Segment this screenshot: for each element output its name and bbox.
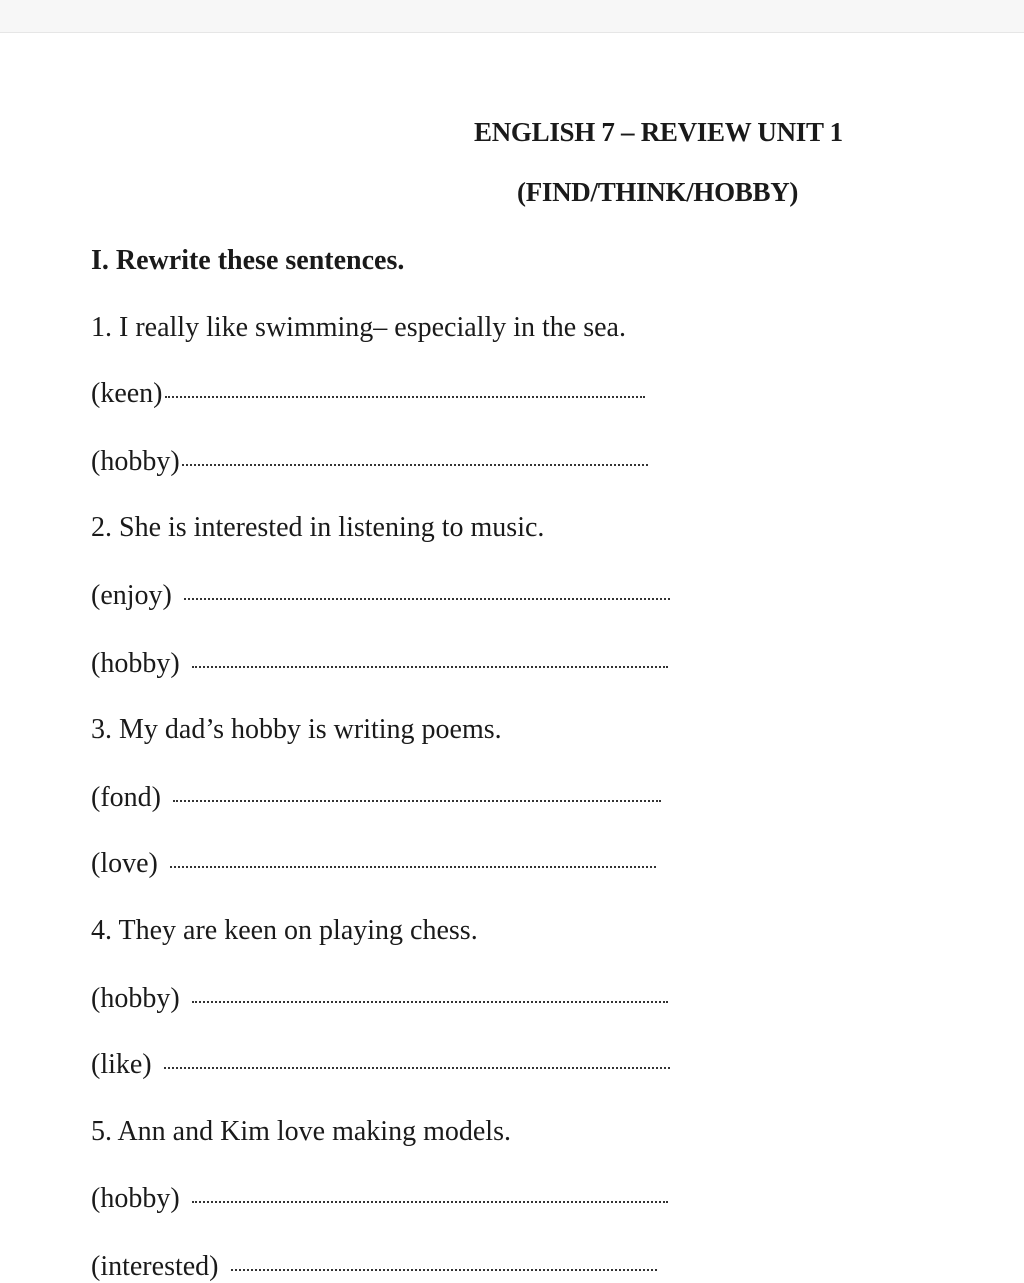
cue-like: (like) — [91, 1049, 152, 1080]
question-2-answer-1[interactable] — [91, 580, 670, 612]
question-5-prompt: 5. Ann and Kim love making models. — [91, 1116, 511, 1147]
cue-hobby: (hobby) — [91, 1183, 180, 1214]
question-2-prompt: 2. She is interested in listening to music. — [91, 512, 545, 543]
cue-love: (love) — [91, 848, 158, 879]
question-1-answer-2[interactable] — [91, 446, 648, 478]
question-3-answer-1[interactable] — [91, 782, 661, 814]
page-title: ENGLISH 7 – REVIEW UNIT 1 — [474, 117, 843, 147]
viewer-top-bar — [0, 0, 1024, 33]
answer-blank[interactable] — [182, 460, 648, 466]
answer-blank[interactable] — [173, 796, 661, 802]
cue-interested: (interested) — [91, 1251, 219, 1282]
question-5-answer-1[interactable] — [91, 1183, 668, 1215]
cue-keen: (keen) — [91, 378, 163, 409]
question-2-answer-2[interactable] — [91, 648, 668, 680]
answer-blank[interactable] — [192, 997, 668, 1003]
cue-hobby: (hobby) — [91, 648, 180, 679]
question-3-prompt: 3. My dad’s hobby is writing poems. — [91, 714, 502, 745]
answer-blank[interactable] — [165, 392, 645, 398]
answer-blank[interactable] — [184, 594, 670, 600]
answer-blank[interactable] — [164, 1063, 670, 1069]
answer-blank[interactable] — [192, 662, 668, 668]
answer-blank[interactable] — [192, 1197, 668, 1203]
cue-enjoy: (enjoy) — [91, 580, 172, 611]
answer-blank[interactable] — [170, 862, 656, 868]
cue-hobby: (hobby) — [91, 983, 180, 1014]
section-heading: I. Rewrite these sentences. — [91, 245, 405, 276]
cue-hobby: (hobby) — [91, 446, 180, 477]
question-1-prompt: 1. I really like swimming– especially in the sea. — [91, 312, 626, 343]
question-4-answer-2[interactable] — [91, 1049, 670, 1081]
question-4-answer-1[interactable] — [91, 983, 668, 1015]
worksheet-page — [0, 33, 1024, 1282]
question-3-answer-2[interactable] — [91, 848, 656, 880]
question-1-answer-1[interactable] — [91, 378, 645, 410]
question-5-answer-2[interactable] — [91, 1251, 657, 1283]
question-4-prompt: 4. They are keen on playing chess. — [91, 915, 478, 946]
cue-fond: (fond) — [91, 782, 161, 813]
page-subtitle: (FIND/THINK/HOBBY) — [517, 177, 799, 207]
answer-blank[interactable] — [231, 1265, 657, 1271]
